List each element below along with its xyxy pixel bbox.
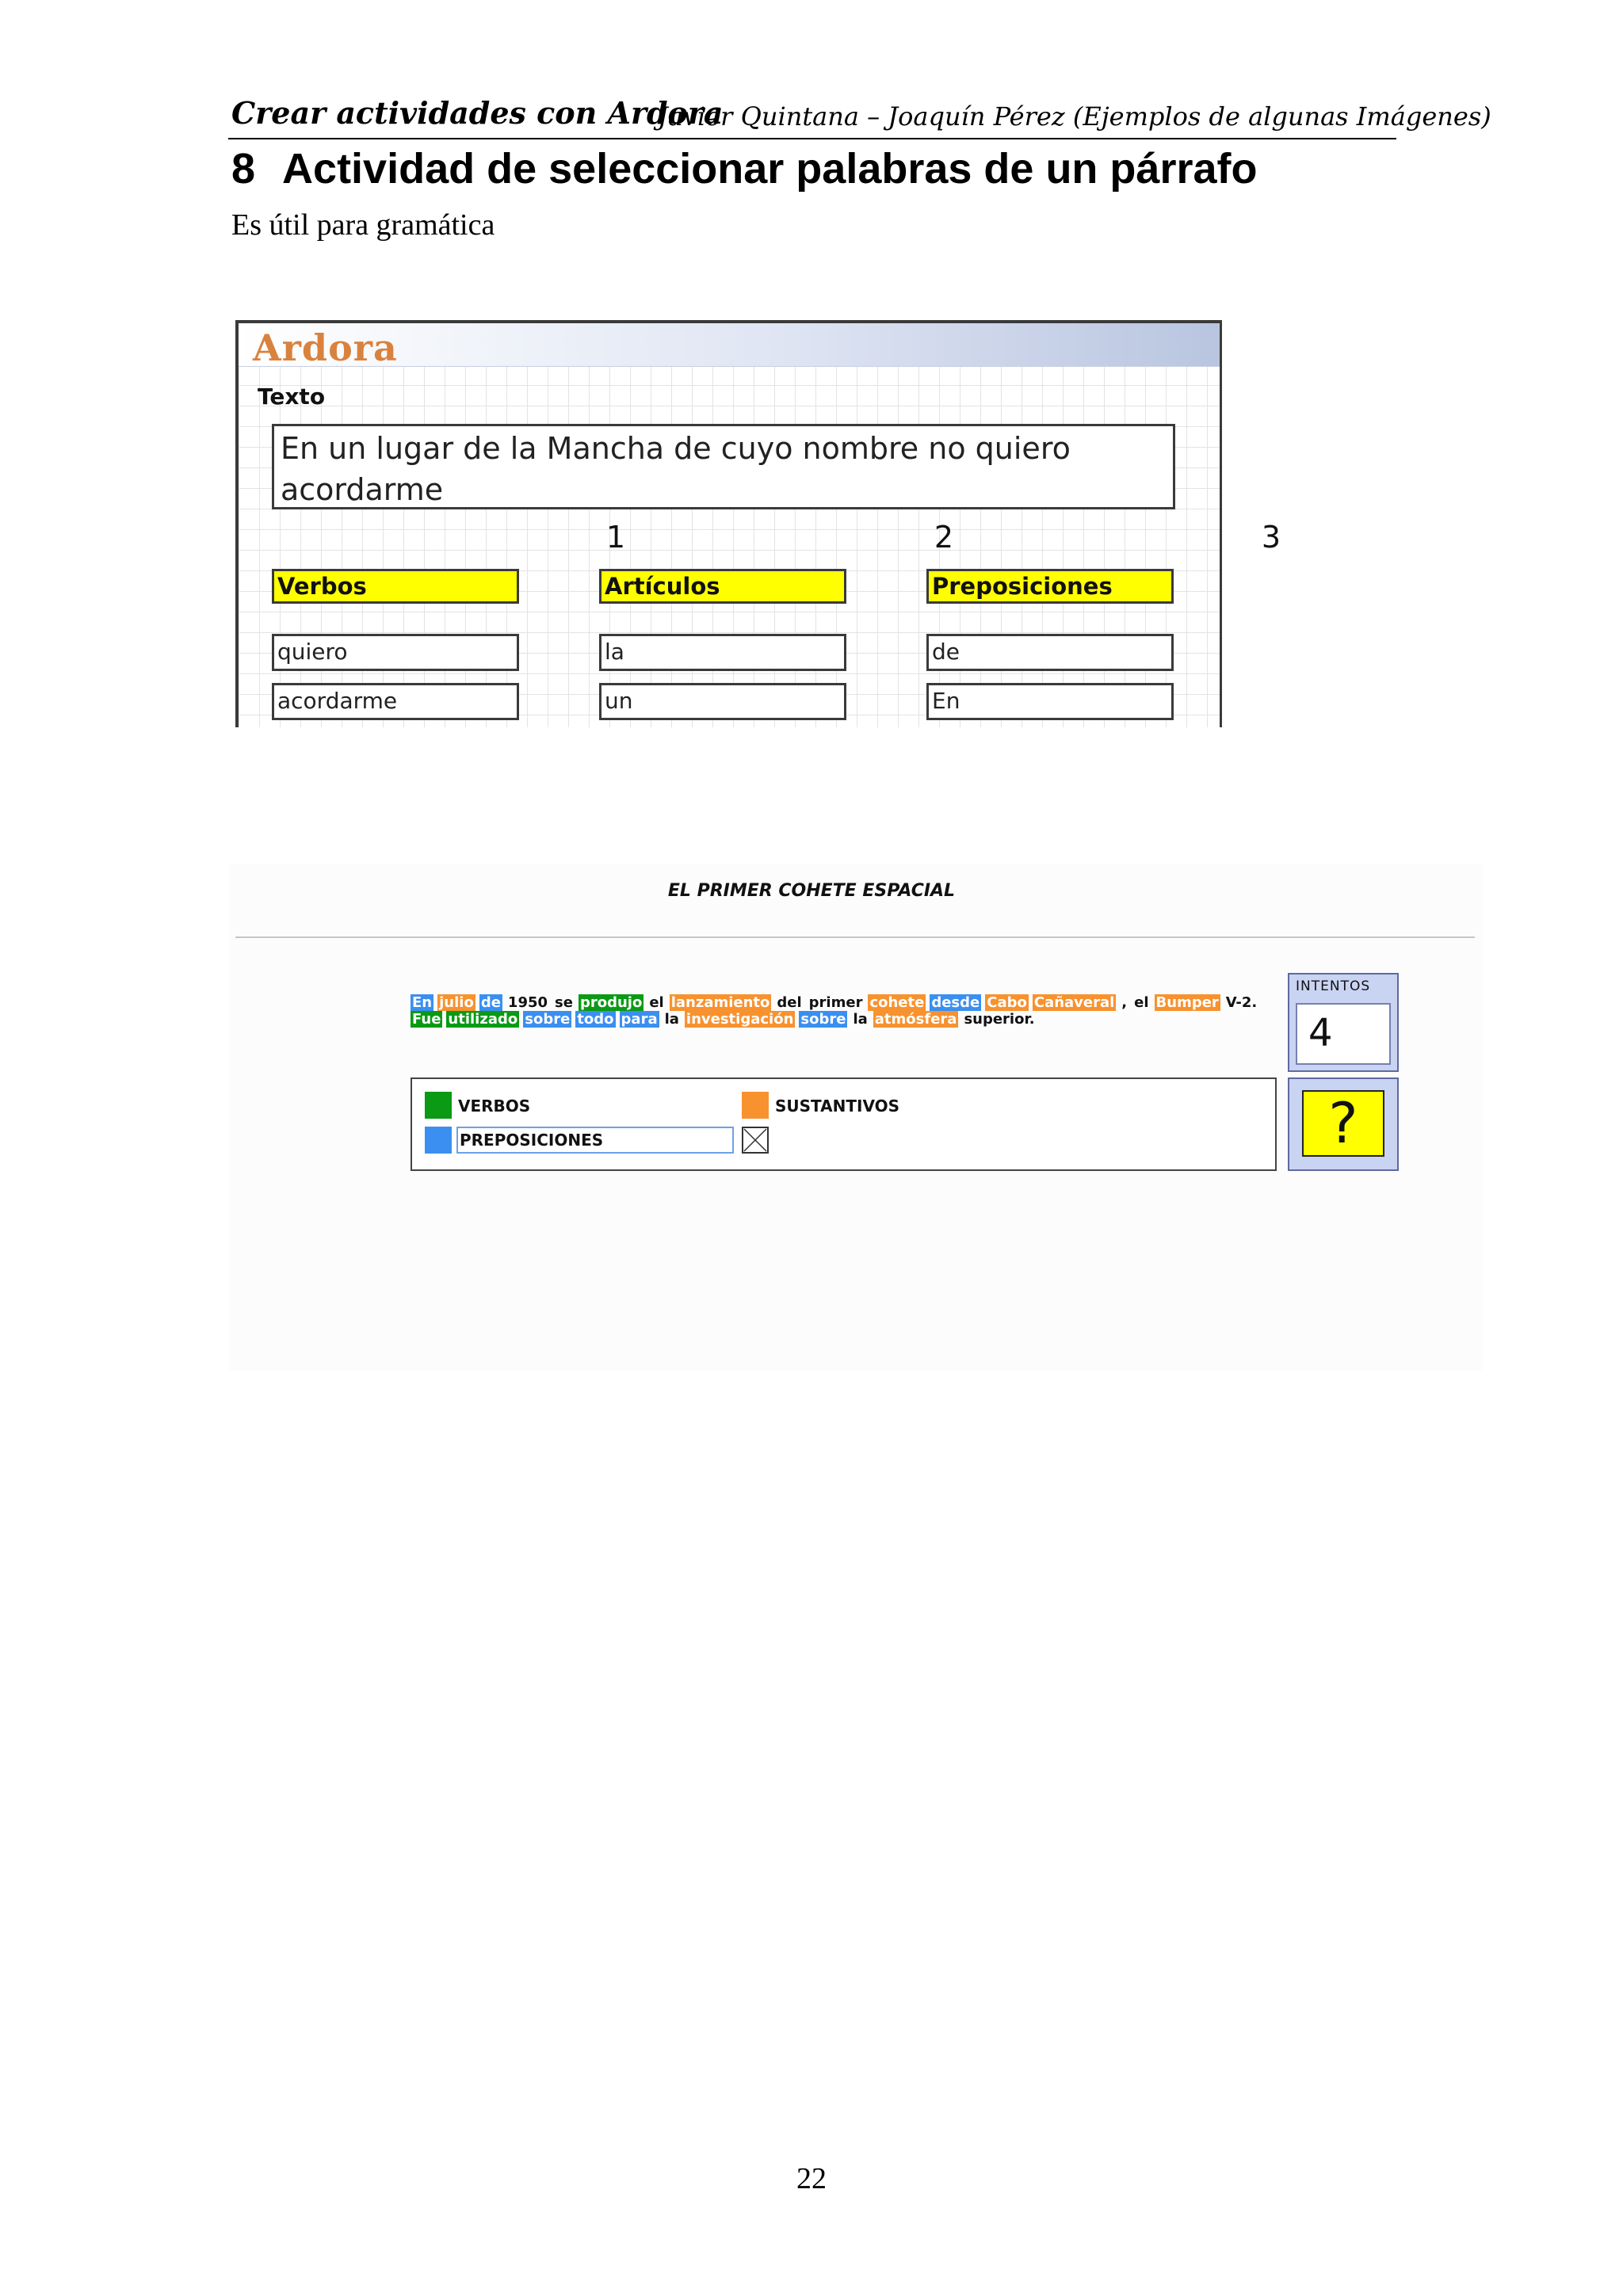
- column-number-1: 1: [605, 520, 626, 555]
- running-header-left: Crear actividades con Ardora: [231, 95, 724, 131]
- help-button[interactable]: ?: [1302, 1090, 1384, 1157]
- activity-paragraph: [411, 994, 1278, 1028]
- verbos-swatch[interactable]: [425, 1092, 452, 1119]
- cross-checkbox-icon[interactable]: [742, 1127, 769, 1154]
- paragraph-word[interactable]: utilizado: [448, 1011, 518, 1028]
- section-title: Actividad de seleccionar palabras de un párrafo: [282, 145, 1258, 193]
- ardora-logo: Ardora: [253, 326, 398, 369]
- paragraph-word[interactable]: julio: [439, 994, 474, 1011]
- paragraph-word[interactable]: Cañaveral: [1033, 994, 1115, 1011]
- attempts-label: INTENTOS: [1296, 978, 1371, 994]
- category-legend: [411, 1077, 1277, 1171]
- sustantivos-swatch[interactable]: [742, 1092, 769, 1119]
- paragraph-word[interactable]: atmósfera: [874, 1011, 957, 1028]
- section-number: 8: [231, 145, 256, 193]
- word-field[interactable]: un: [599, 683, 846, 720]
- paragraph-word[interactable]: cohete: [869, 994, 925, 1011]
- section-subtitle: Es útil para gramática: [231, 208, 495, 242]
- paragraph-word[interactable]: para: [621, 1011, 658, 1028]
- paragraph-word[interactable]: Cabo: [987, 994, 1027, 1011]
- paragraph-word[interactable]: primer: [808, 994, 863, 1011]
- paragraph-word[interactable]: el: [649, 994, 664, 1011]
- paragraph-word[interactable]: de: [480, 994, 501, 1011]
- paragraph-word[interactable]: la: [853, 1011, 868, 1028]
- word-field[interactable]: quiero: [272, 634, 519, 671]
- word-field[interactable]: de: [926, 634, 1174, 671]
- word-field[interactable]: la: [599, 634, 846, 671]
- legend-sustantivos[interactable]: SUSTANTIVOS: [775, 1097, 899, 1116]
- activity-rule: [235, 936, 1475, 938]
- paragraph-word[interactable]: produjo: [579, 994, 643, 1011]
- paragraph-word[interactable]: 1950: [507, 994, 548, 1011]
- paragraph-word[interactable]: todo: [577, 1011, 614, 1028]
- paragraph-word[interactable]: investigación: [685, 1011, 794, 1028]
- text-field[interactable]: En un lugar de la Mancha de cuyo nombre no quiero acordarme: [272, 424, 1175, 509]
- header-rule: [228, 138, 1396, 139]
- paragraph-word[interactable]: V-2.: [1225, 994, 1258, 1011]
- column-number-2: 2: [934, 520, 954, 555]
- attempts-panel: [1288, 973, 1399, 1072]
- section-heading: [231, 144, 1257, 193]
- paragraph-word[interactable]: ,: [1121, 994, 1128, 1011]
- category-preposiciones[interactable]: Preposiciones: [926, 569, 1174, 604]
- ardora-title-bar: [239, 323, 1220, 367]
- page-number: 22: [796, 2162, 827, 2195]
- paragraph-word[interactable]: En: [412, 994, 433, 1011]
- paragraph-word[interactable]: la: [664, 1011, 679, 1028]
- paragraph-word[interactable]: Fue: [412, 1011, 441, 1028]
- activity-title: EL PRIMER COHETE ESPACIAL: [667, 881, 956, 901]
- legend-verbos[interactable]: VERBOS: [458, 1097, 531, 1116]
- paragraph-word[interactable]: desde: [931, 994, 980, 1011]
- column-number-3: 3: [1261, 520, 1281, 555]
- paragraph-word[interactable]: superior.: [964, 1011, 1035, 1028]
- text-label: Texto: [258, 383, 326, 410]
- paragraph-word[interactable]: sobre: [525, 1011, 571, 1028]
- paragraph-word[interactable]: se: [555, 994, 573, 1011]
- ardora-editor-screenshot: [235, 320, 1281, 727]
- help-panel: [1288, 1077, 1399, 1171]
- paragraph-word[interactable]: Bumper: [1155, 994, 1219, 1011]
- category-articulos[interactable]: Artículos: [599, 569, 846, 604]
- word-field[interactable]: En: [926, 683, 1174, 720]
- running-header-right: Javier Quintana – Joaquín Pérez (Ejemplos de algunas Imágenes): [658, 101, 1491, 132]
- category-verbos[interactable]: Verbos: [272, 569, 519, 604]
- word-field[interactable]: acordarme: [272, 683, 519, 720]
- paragraph-word[interactable]: el: [1134, 994, 1149, 1011]
- paragraph-word[interactable]: lanzamiento: [670, 994, 770, 1011]
- legend-preposiciones[interactable]: PREPOSICIONES: [456, 1127, 734, 1154]
- paragraph-word[interactable]: del: [777, 994, 802, 1011]
- attempts-value: 4: [1296, 1003, 1391, 1065]
- paragraph-word[interactable]: sobre: [800, 1011, 846, 1028]
- preposiciones-swatch[interactable]: [425, 1127, 452, 1154]
